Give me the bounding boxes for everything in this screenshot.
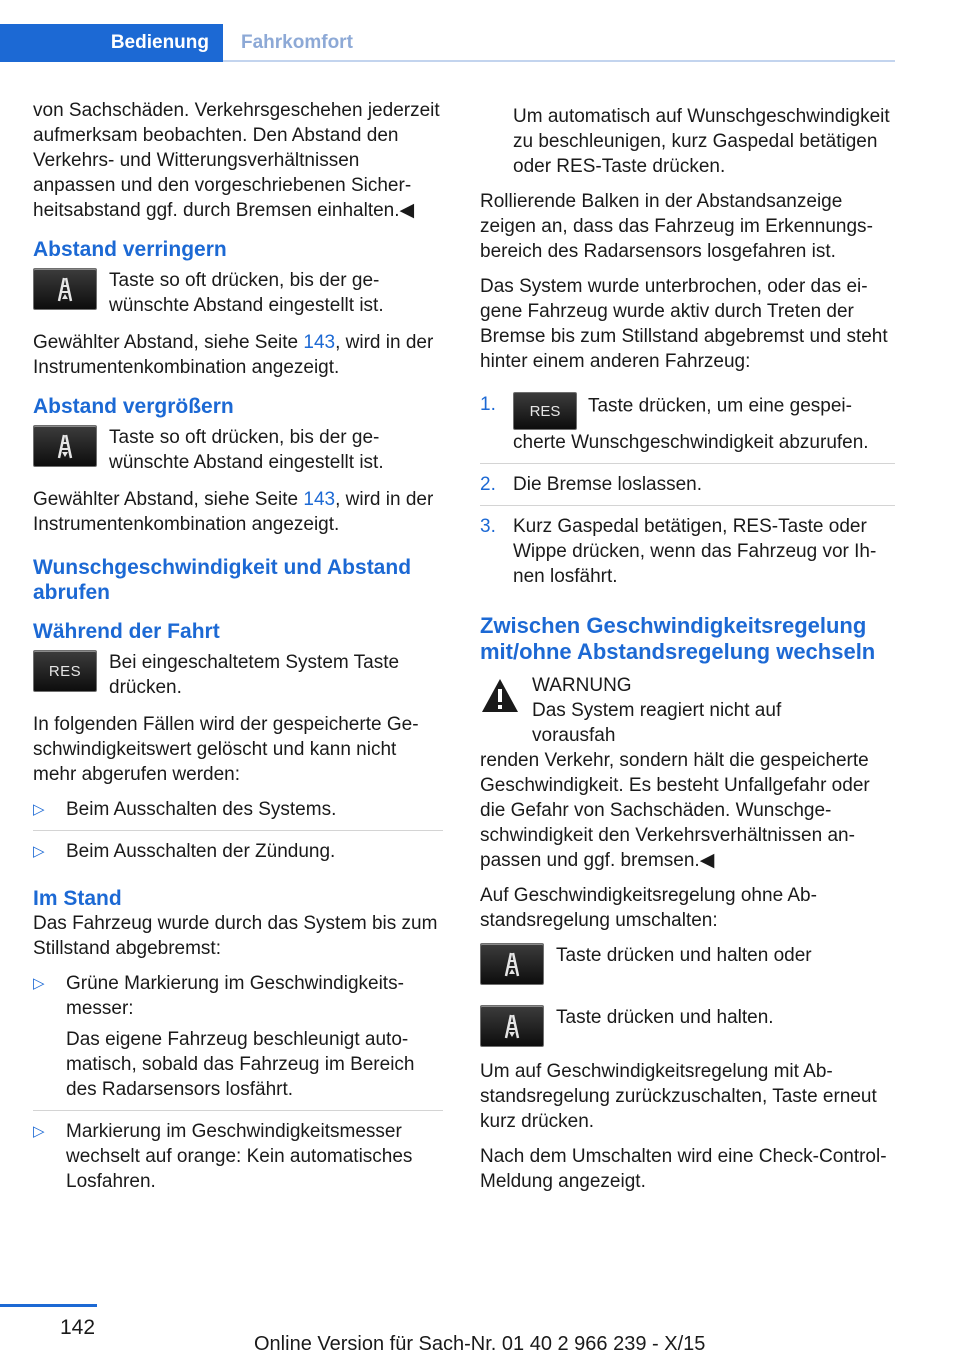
- heading-abstand-verringern: Abstand verringern: [33, 238, 227, 261]
- steps-list: [480, 392, 895, 597]
- res-button: RES: [513, 392, 577, 430]
- distance-road-icon: [45, 275, 85, 303]
- right-column: [480, 104, 895, 1204]
- step-number: 1.: [480, 394, 496, 415]
- switch-off-intro: Auf Geschwindigkeitsregelung ohne Abstandsregelung umschalten:: [480, 885, 817, 931]
- distance-button: [480, 1005, 544, 1047]
- list-item: [33, 1119, 443, 1202]
- switch-button-row-2: [480, 1005, 895, 1047]
- list-item-text: Grüne Markierung im Geschwindigkeitsmesser:: [66, 973, 404, 1019]
- triangle-bullet-icon: ▷: [33, 843, 45, 860]
- switch-button-1-text: Taste drücken und halten oder: [556, 945, 812, 966]
- increase-note-a: Gewählter Abstand, siehe Seite: [33, 489, 304, 510]
- triangle-bullet-icon: ▷: [33, 1123, 45, 1140]
- triangle-bullet-icon: ▷: [33, 801, 45, 818]
- distance-road-icon: [45, 432, 85, 460]
- warning-head: [532, 673, 870, 748]
- page-link-143[interactable]: 143: [303, 489, 336, 510]
- res-button-row: [33, 650, 443, 700]
- triangle-bullet-icon: ▷: [33, 975, 45, 992]
- list-item: [33, 797, 443, 831]
- decrease-note-a: Gewählter Abstand, siehe Seite: [33, 332, 304, 353]
- left-column: [33, 98, 443, 1212]
- stand-list: [33, 971, 443, 1202]
- heading-im-stand: Im Stand: [33, 887, 122, 910]
- heading-abstand-vergroessern: Abstand vergrößern: [33, 395, 234, 418]
- interrupted-paragraph: Das System wurde unterbrochen, oder das eigene Fahrzeug wurde aktiv durch Treten der Bremse bis zum Stillstand abgebremst und steht hinter einem anderen Fahrzeug:: [480, 276, 888, 372]
- decrease-button-text: Taste so oft drücken, bis der gewünschte Abstand eingestellt ist.: [109, 270, 384, 316]
- switch-button-row-1: [480, 943, 895, 985]
- increase-note-b: , wird in der Instrumentenkombination angezeigt.: [33, 489, 434, 535]
- online-version-text: Online Version für Sach-Nr. 01 40 2 966 239 - X/15: [254, 1333, 706, 1355]
- warning-triangle-icon: [480, 677, 520, 715]
- continued-step: Um automatisch auf Wunschgeschwindigkeit zu beschleunigen, kurz Gaspedal betätigen oder RES-Taste drücken.: [513, 106, 890, 177]
- footer-rule: [0, 1304, 97, 1307]
- switch-back-paragraph: Um auf Geschwindigkeitsregelung mit Abstandsregelung zurückzuschalten, Taste erneut kurz drücken.: [480, 1061, 877, 1132]
- warning-title: WARNUNG: [532, 675, 632, 696]
- list-item-text: Beim Ausschalten des Systems.: [66, 799, 337, 820]
- warning-block: [480, 673, 895, 748]
- distance-button: [480, 943, 544, 985]
- res-button-text: Bei eingeschaltetem System Taste drücken.: [109, 652, 400, 698]
- decrease-button-row: [33, 268, 443, 318]
- tab-fahrkomfort[interactable]: Fahrkomfort: [241, 32, 353, 53]
- tab-bedienung[interactable]: Bedienung: [0, 24, 223, 62]
- warning-first-line: Das System reagiert nicht auf vorausfah: [532, 700, 782, 746]
- step-text: Die Bremse loslassen.: [513, 474, 703, 495]
- deleted-intro: In folgenden Fällen wird der gespeicherte Geschwindigkeitswert gelöscht und kann nicht mehr abgerufen werden:: [33, 714, 419, 785]
- page-link-143[interactable]: 143: [303, 332, 336, 353]
- distance-road-icon: [492, 950, 532, 978]
- stand-intro: Das Fahrzeug wurde durch das System bis zum Stillstand abgebremst:: [33, 913, 438, 959]
- list-item-text: Beim Ausschalten der Zündung.: [66, 841, 336, 862]
- list-item-subtext: Das eigene Fahrzeug beschleunigt automatisch, sobald das Fahrzeug im Bereich des Radarsensors losfährt.: [66, 1029, 415, 1100]
- increase-note: [33, 487, 443, 537]
- list-item-text: Markierung im Geschwindigkeitsmesser wechselt auf orange: Kein automatisches Losfahren.: [66, 1121, 413, 1192]
- heading-switch-mode: Zwischen Geschwindigkeitsregelung mit/ohne Abstandsregelung wechseln: [480, 613, 876, 664]
- res-button: RES: [33, 650, 97, 692]
- header-tabs: [0, 24, 895, 62]
- list-item: [33, 839, 443, 872]
- decrease-note-b: , wird in der Instrumentenkombination angezeigt.: [33, 332, 434, 378]
- list-item: [480, 472, 895, 506]
- distance-decrease-button: [33, 268, 97, 310]
- list-item: [480, 514, 895, 597]
- deleted-list: [33, 797, 443, 872]
- increase-button-text: Taste so oft drücken, bis der gewünschte Abstand eingestellt ist.: [109, 427, 384, 473]
- distance-road-icon: [492, 1012, 532, 1040]
- decrease-note: [33, 330, 443, 380]
- rolling-bars-paragraph: Rollierende Balken in der Abstandsanzeige zeigen an, dass das Fahrzeug im Erkennungsbereich des Radarsensors losgefahren ist.: [480, 191, 873, 262]
- tab-underline: [223, 60, 895, 62]
- intro-paragraph: von Sachschäden. Verkehrsgeschehen jederzeit aufmerksam beobachten. Den Abstand den Verkehrs- und Witterungsverhältnissen anpassen und den vorgeschriebenen Sicherheitsabstand ggf. durch Bremsen einhalten.◀: [33, 100, 440, 221]
- list-item: [480, 392, 895, 464]
- heading-recall: Wunschgeschwindigkeit und Abstand abrufen: [33, 556, 412, 604]
- warning-body: renden Verkehr, sondern hält die gespeicherte Geschwindigkeit. Es besteht Unfallgefahr oder die Gefahr von Sachschäden. Wunschgeschwindigkeit den Verkehrsverhältnissen anpassen und ggf. bremsen.◀: [480, 750, 870, 871]
- distance-increase-button: [33, 425, 97, 467]
- step-text: Kurz Gaspedal betätigen, RES-Taste oder Wippe drücken, wenn das Fahrzeug vor Ihnen losfährt.: [513, 516, 877, 587]
- heading-during-drive: Während der Fahrt: [33, 620, 220, 643]
- after-switch-paragraph: Nach dem Umschalten wird eine Check-Control-Meldung angezeigt.: [480, 1146, 887, 1192]
- step-text: Taste drücken, um eine gespeicherte Wunschgeschwindigkeit abzurufen.: [513, 395, 869, 453]
- switch-button-2-text: Taste drücken und halten.: [556, 1007, 774, 1028]
- page-number: 142: [60, 1316, 96, 1339]
- list-item: [33, 971, 443, 1111]
- step-number: 2.: [480, 474, 496, 495]
- increase-button-row: [33, 425, 443, 475]
- step-number: 3.: [480, 516, 496, 537]
